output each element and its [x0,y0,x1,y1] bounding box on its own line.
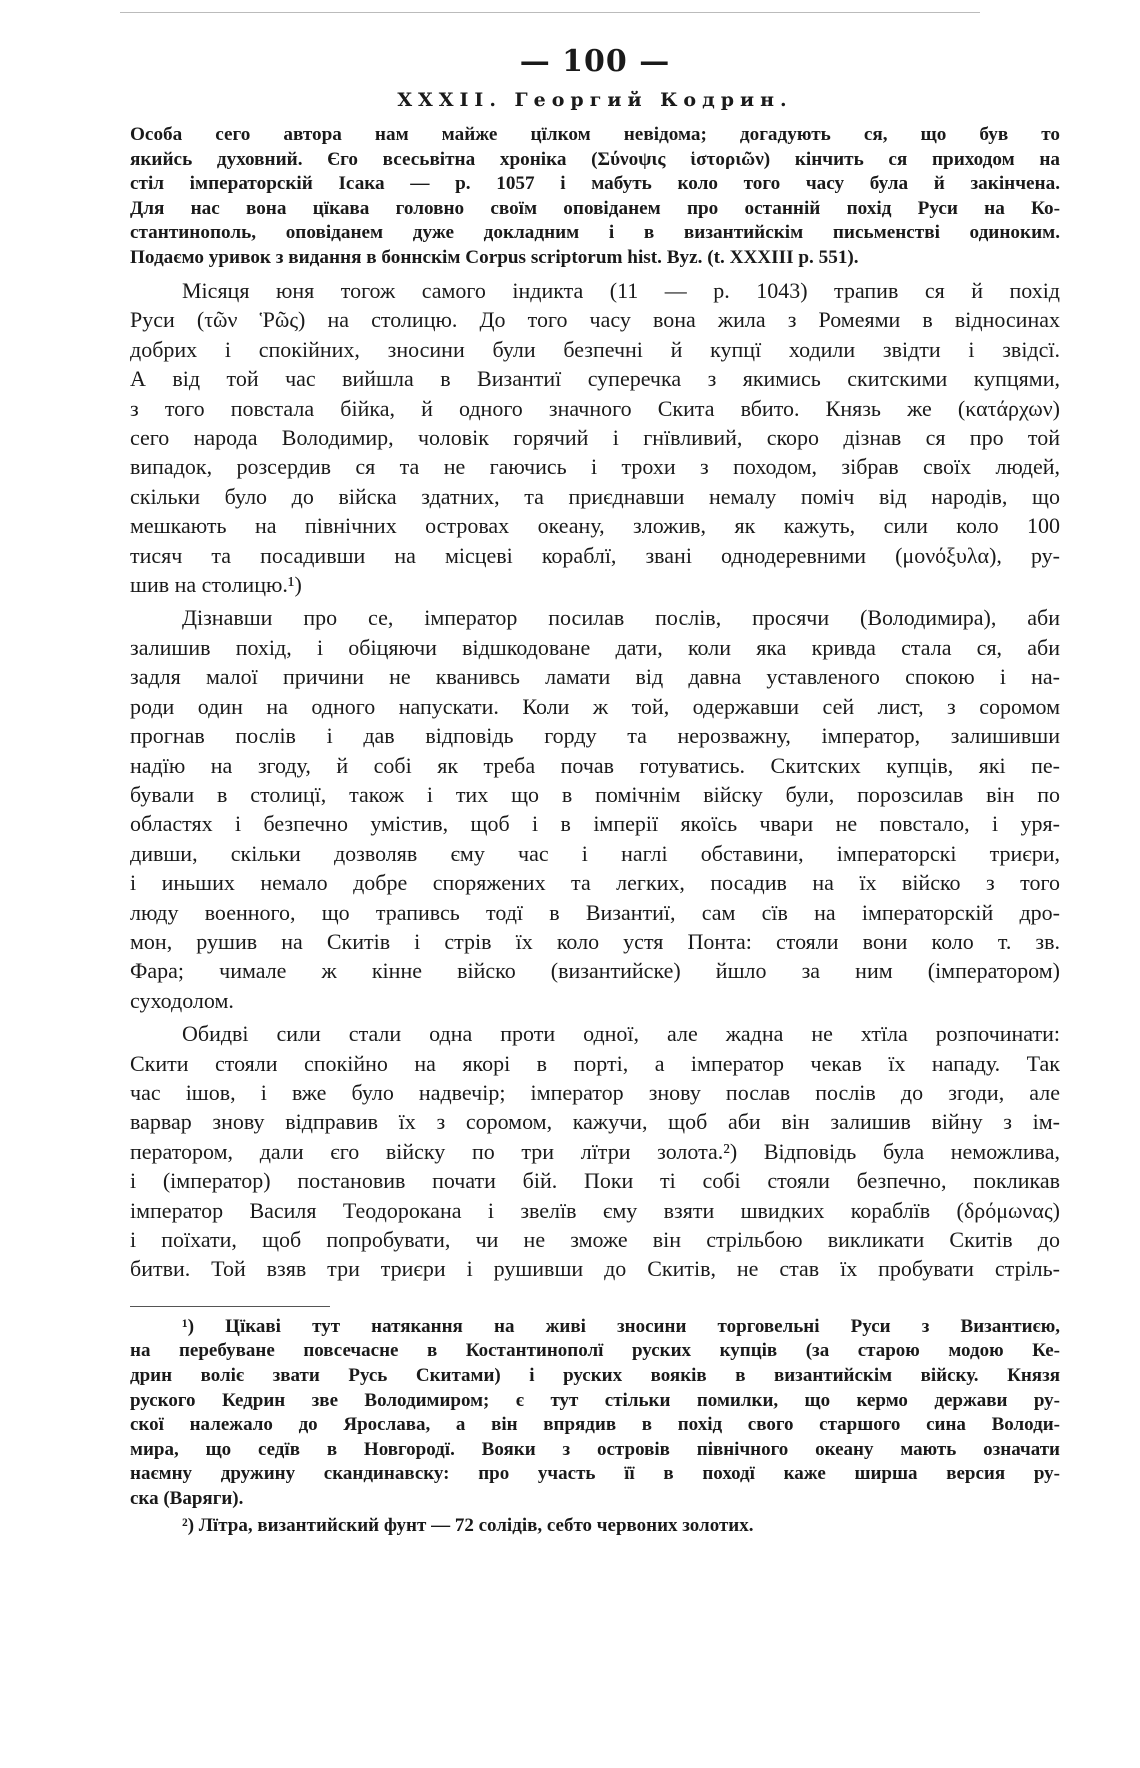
footnote-line: дрин воліє звати Русь Скитами) і руских вояків в византийскім війску. Князя [130,1365,1060,1386]
body-line: тисяч та посадивши на місцеві кораблї, звані однодеревними (μονόξυλα), ру- [130,542,1060,568]
body-line: люду военного, що трапивсь тодї в Византиї, сам сїв на імператорскій дро- [130,899,1060,925]
body-line: Фара; чимале ж кінне війско (византийске) йшло за ним (імператором) [130,958,1060,984]
body-line: Обидві сили стали одна проти одної, але жадна не хтїла розпочинати: [182,1021,1060,1047]
body-paragraph [130,603,1060,1015]
footnote-rule [130,1306,330,1307]
body-line: і иньших немало добре споряжених та легких, посадив на їх війско з того [130,870,1060,896]
body-line: з того повстала бійка, й одного значного Скита вбито. Князь же (κατάρχων) [130,395,1060,421]
body-line: час ішов, і вже було надвечір; імператор знову послав послів до згоди, але [130,1079,1060,1105]
body-line: мешкають на північних островах океану, зложив, як кажуть, сили коло 100 [130,513,1060,539]
top-rule [120,12,980,13]
footnote-line: мира, що седїв в Новгородї. Вояки з островів північного океану мають означати [130,1438,1060,1460]
body-line: роди один на одного напускати. Коли ж той, одержавши сей лист, з соромом [130,693,1060,719]
footnote [130,1514,1060,1539]
body-line: Руси (τῶν Ῥῶς) на столицю. До того часу вона жила з Ромеями в відносинах [130,307,1060,333]
footnotes [130,1315,1060,1538]
body-line: А від той час вийшла в Византиї суперечка з якимись скитскими купцями, [130,366,1060,392]
section-title: XXXII. Георгий Кодрин. [397,89,793,111]
page-number: — 100 — [519,44,671,79]
body-line: і поїхати, щоб попробувати, чи не зможе він стрільбою викликати Скитів до [130,1227,1060,1252]
body-line: скільки було до війска здатних, та приєднавши немалу поміч від народів, що [130,483,1060,509]
body-line: прогнав послів і дав відповідь горду та нерозважну, імператор, залишивши [130,723,1060,749]
body-line: бували в столицї, також і тих що в помічнім війску були, порозсилав він по [130,781,1060,807]
body-line: шив на столицю.¹) [130,572,302,598]
body-line: варвар знову відправив їх з соромом, кажучи, щоб аби він залишив війну з ім- [130,1109,1060,1135]
body-line: мон, рушив на Скитів і стрів їх коло устя Понта: стояли вони коло т. зв. [130,928,1060,954]
footnote-line: руского Кедрин зве Володимиром; є тут стільки помилки, що кермо держави ру- [130,1389,1060,1411]
footnote-line: скої належало до Ярослава, а він впрядив в похід свого старшого сина Володи- [130,1414,1060,1436]
body-line: дивши, скільки дозволяв єму час і наглі обставини, імператорскі триєри, [130,840,1060,866]
page [130,40,1060,1540]
body-line: Дізнавши про се, імператор посилав послів, просячи (Володимира), аби [182,605,1060,631]
body-line: суходолом. [130,987,234,1013]
main-text [130,276,1060,1284]
body-line: Місяця юня тогож самого індикта (11 — р. 1043) трапив ся й похід [182,278,1060,303]
body-line: битви. Той взяв три триєри і рушивши до Скитів, не став їх пробувати стріль- [130,1256,1060,1282]
body-line: і (імператор) постановив почати бій. Поки ті собі стояли безпечно, покликав [130,1168,1060,1194]
intro-line: якийсь духовний. Єго всесьвітна хроніка (Σύνοψις ἱστοριῶν) кінчить ся приходом на [130,148,1060,170]
intro-line: стантинополь, оповіданем дуже докладним і в византийскім письменстві одиноким. [130,222,1060,243]
body-line: задля малої причини не кванивсь ламати від давна уставленого спокою і на- [130,664,1060,690]
intro-line: Особа сего автора нам майже цїлком невідома; догадують ся, що був то [130,124,1060,145]
footnote-line: ²) Лїтра, византийский фунт — 72 солідів, себто червоних золотих. [182,1514,754,1536]
body-line: надїю на згоду, й собі як треба почав готуватись. Скитских купців, які пе- [130,752,1060,778]
body-line: імператор Василя Теодорокана і звелїв єму взяти швидких кораблїв (δρόμωνας) [130,1197,1060,1223]
intro-line: Для нас вона цїкава головно своїм оповіданем про останній похід Руси на Ко- [130,197,1060,219]
footnote-line: ¹) Цїкаві тут натякання на живі зносини торговельні Руси з Византиєю, [182,1315,1060,1337]
body-line: областях і безпечно умістив, щоб і в імперії якоїсь чвари не повстало, і уря- [130,811,1060,837]
footnote-line: наємну дружину скандинавску: про участь її в походї каже ширша версия ру- [130,1463,1060,1485]
body-line: добрих і спокійних, зносини були безпечні й купцї ходили звідти і звідсї. [130,336,1060,362]
body-line: Скити стояли спокійно на якорі в порті, а імператор чекав їх нападу. Так [130,1050,1060,1076]
body-line: сего народа Володимир, чоловік горячий і гнївливий, скоро дізнав ся про той [130,425,1060,451]
footnote-line: ска (Варяги). [130,1487,244,1509]
footnote-line: на перебуване повсечасне в Костантинополї руских купців (за старою модою Ке- [130,1340,1060,1362]
footnote [130,1315,1060,1512]
body-paragraph [130,1019,1060,1284]
body-line: ператором, дали єго війску по три лїтри золота.²) Відповідь була неможлива, [130,1138,1060,1164]
intro-paragraph [130,123,1060,270]
body-paragraph [130,276,1060,599]
intro-line: стіл імператорскій Ісака — р. 1057 і мабуть коло того часу була й закінчена. [130,173,1060,194]
body-line: залишив похід, і обіцяючи відшкодоване дати, коли яка кривда стала ся, аби [130,634,1060,660]
body-line: випадок, розсердив ся та не гаючись і трохи з походом, зібрав своїх людей, [130,454,1060,480]
intro-line: Подаємо уривок з видання в боннскім Corpus scriptorum hist. Byz. (t. XXXIII p. 551). [130,246,859,268]
